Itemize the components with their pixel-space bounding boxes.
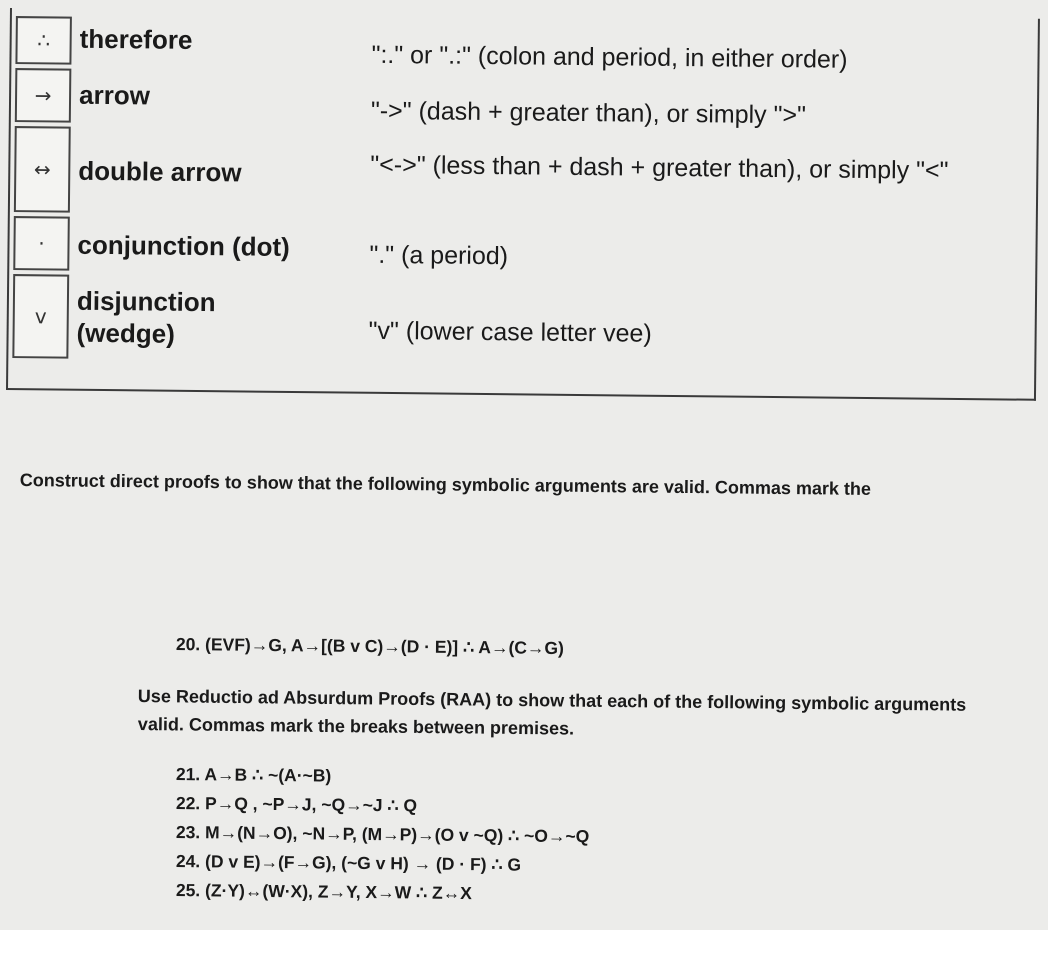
raa-instruction-line-1: Use Reductio ad Absurdum Proofs (RAA) to show that each of the following symbolic arguments (137, 685, 967, 715)
symbol-name: therefore (79, 23, 193, 55)
problem-text: M→(N→O), ~N→P, (M→P)→(O v ~Q) ∴ ~O→~Q (204, 822, 590, 847)
problem-22 (176, 793, 417, 817)
problem-text: P→Q , ~P→J, ~Q→~J ∴ Q (204, 793, 418, 816)
dot-symbol: · (13, 216, 70, 271)
table-row (8, 272, 1019, 369)
problem-number: 22. (175, 793, 201, 814)
problem-number: 23. (175, 822, 201, 843)
problem-number: 20. (175, 634, 201, 655)
problem-number: 25. (175, 880, 201, 901)
problem-23 (176, 822, 590, 847)
problem-24 (176, 851, 521, 876)
raa-instruction-line-2: valid. Commas mark the breaks between premises. (137, 713, 575, 739)
problem-text: A→B ∴ ~(A·~B) (204, 764, 332, 786)
arrow-symbol: → (15, 68, 72, 123)
direct-proof-instruction: Construct direct proofs to show that the following symbolic arguments are valid. Commas mark the (19, 469, 872, 499)
symbol-typing: "<->" (less than + dash + greater than), or simply "<" (370, 150, 949, 185)
double-arrow-symbol: ↔ (14, 126, 71, 213)
symbol-typing: "->" (dash + greater than), or simply ">" (370, 96, 807, 130)
problem-20 (176, 634, 564, 659)
table-row (9, 214, 1020, 281)
symbol-name: conjunction (dot) (77, 229, 290, 262)
table-row (11, 66, 1022, 133)
problem-25 (176, 880, 472, 904)
problem-number: 21. (175, 764, 201, 785)
problem-number: 24. (175, 851, 201, 872)
problem-21 (176, 764, 332, 787)
symbol-name: double arrow (78, 155, 242, 188)
symbol-typing: "." (a period) (369, 240, 509, 271)
symbol-name: arrow (78, 79, 151, 111)
therefore-symbol: ∴ (15, 16, 71, 65)
table-row (11, 14, 1021, 75)
problem-text: (D v E)→(F→G), (~G v H) → (D · F) ∴ G (204, 851, 522, 875)
table-row (10, 124, 1021, 223)
wedge-symbol: v (12, 274, 69, 359)
problem-text: (Z·Y)↔(W·X), Z→Y, X→W ∴ Z↔X (204, 880, 472, 904)
symbol-typing: ":." or ".:" (colon and period, in either order) (371, 40, 848, 74)
symbol-table (6, 8, 1040, 401)
problem-text: (EVF)→G, A→[(B v C)→(D · E)] ∴ A→(C→G) (204, 634, 565, 659)
symbol-typing: "v" (lower case letter vee) (368, 316, 652, 348)
symbol-name: disjunction (wedge) (76, 285, 216, 349)
